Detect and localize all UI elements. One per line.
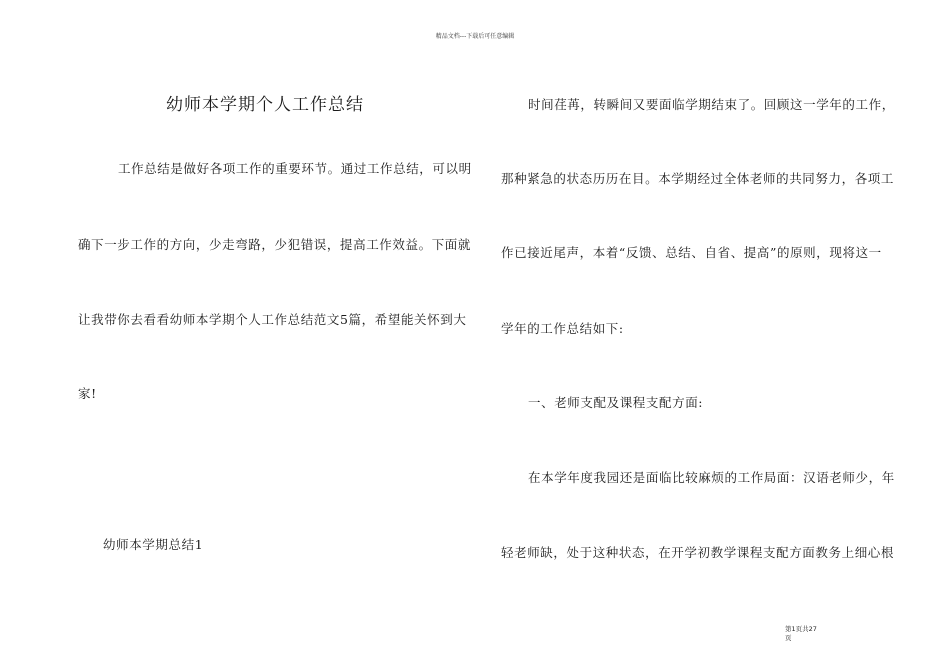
paragraph-line: 让我带你去看看幼师本学期个人工作总结范文5篇，希望能关怀到大 bbox=[78, 312, 467, 327]
page-indicator-line2: 页 bbox=[785, 634, 792, 642]
paragraph-line: 在本学年度我园还是面临比较麻烦的工作局面：汉语老师少，年 bbox=[528, 470, 895, 485]
paragraph-line: 作已接近尾声，本着“反馈、总结、自省、提高”的原则，现将这一 bbox=[501, 245, 882, 260]
paragraph-line: 那种紧急的状态历历在目。本学期经过全体老师的共同努力，各项工 bbox=[501, 171, 895, 186]
paragraph-line: 工作总结是做好各项工作的重要环节。通过工作总结，可以明 bbox=[118, 161, 472, 176]
paragraph-line: 学年的工作总结如下: bbox=[501, 321, 624, 336]
paragraph-line: 确下一步工作的方向，少走弯路，少犯错误，提高工作效益。下面就 bbox=[78, 237, 472, 252]
page-indicator bbox=[785, 625, 835, 643]
header-note: 精品文档---下载后可任意编辑 bbox=[435, 33, 515, 40]
paragraph-line: 轻老师缺，处于这种状态，在开学初教学课程支配方面教务上细心根 bbox=[501, 545, 895, 560]
section-heading: 幼师本学期总结1 bbox=[103, 537, 204, 552]
section-heading: 一、老师支配及课程支配方面: bbox=[528, 395, 704, 410]
paragraph-line: 时间荏苒，转瞬间又要面临学期结束了。回顾这一学年的工作， bbox=[528, 97, 895, 112]
paragraph-line: 家! bbox=[78, 386, 97, 401]
document-title: 幼师本学期个人工作总结 bbox=[166, 95, 364, 115]
page-indicator-line1: 第1页共27 bbox=[785, 625, 817, 633]
